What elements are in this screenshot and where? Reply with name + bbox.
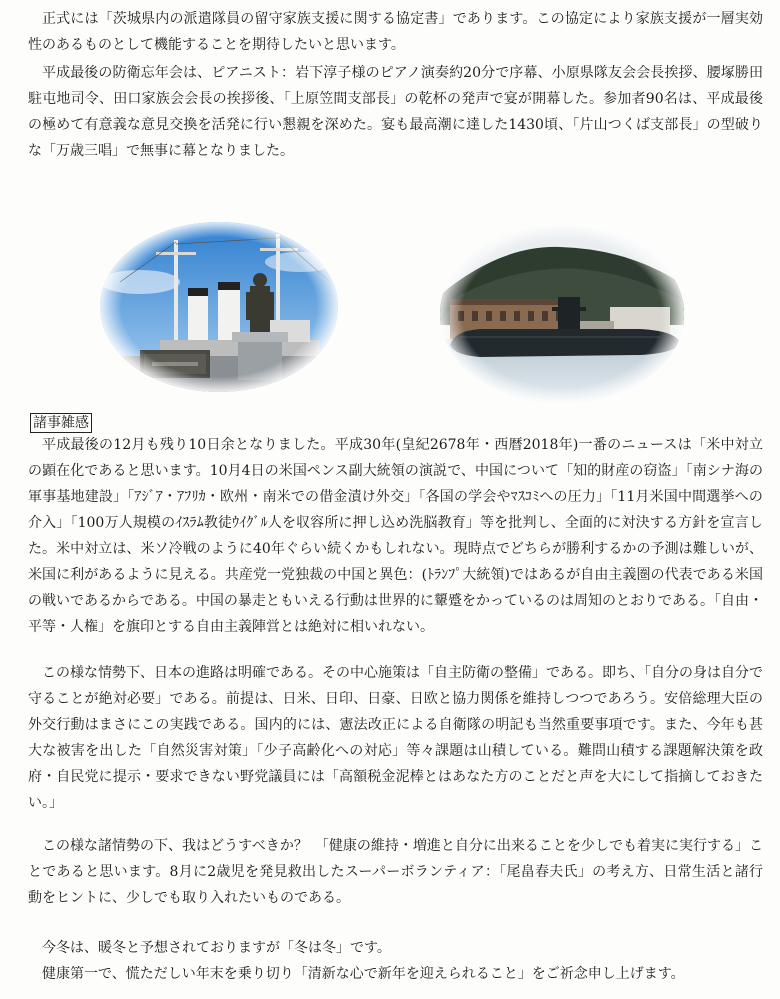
paragraph-us-china: 平成最後の12月も残り10日余となりました。平成30年(皇紀2678年・西暦2018年)一番のニュースは「米中対立の顕在化であると思います。10月4日の米国ペンス副大統領の演説で、中国について「知的財産の窃盗」「南シナ海の軍事基地建設」「ｱｼﾞｱ・ｱﾌﾘｶ・欧州・南米での借金漬け外交」「各国の学会やﾏｽｺﾐへの圧力」「11月米国中間選挙への介入」「100万人規模のｲｽﾗﾑ教徒ｳｲｸﾞﾙ人を収容所に押し込め洗脳教育」等を批判し、全面的に対決する方針を宣言した。米中対立は、米ソ冷戦のように40年ぐらい続くかもしれない。現時点でどちらが勝利するかの予測は難しいが、米国に利があるように見える。共産党一党独裁の中国と異色：(ﾄﾗﾝﾌﾟ大統領)ではあるが自由主義圏の代表である米国の戦いであるからである。中国の暴走ともいえる行動は世界的に顰蹙をかっているのは周知のとおりである。「自由・平等・人権」を旗印とする自由主義陣営とは絶対に相いれない。: [28, 437, 763, 635]
paragraph-what-to-do: この様な諸情勢の下、我はどうすべきか？ 「健康の維持・増進と自分に出来ることを少しでも着実に実行する」ことであると思います。8月に2歳児を発見救出したスーパーボランティア：「尾畠春夫氏」の考え方、日常生活と諸行動をヒントに、少しでも取り入れたいものである。: [28, 838, 763, 906]
paragraph-closing: [28, 935, 763, 987]
photo-statue-battleship: [100, 222, 338, 392]
closing-line-1: 今冬は、暖冬と予想されておりますが「冬は冬」です。: [42, 940, 391, 956]
paragraph-year-end-party: 平成最後の防衛忘年会は、ピアニスト：岩下淳子様のピアノ演奏約20分で序幕、小原県隊友会会長挨拶、腰塚勝田駐屯地司令、田口家族会会長の挨拶後、「上原笠間支部長」の乾杯の発声で宴が開幕した。参加者90名は、平成最後の極めて有意義な意見交換を活発に行い懇親を深めた。宴も最高潮に達した1430頃、「片山つくば支部長」の型破りな「万歳三唱」で無事に幕となりました。: [28, 65, 763, 159]
photo-submarine-harbor: [440, 225, 684, 403]
paragraph-japan-course: この様な情勢下、日本の進路は明確である。その中心施策は「自主防衛の整備」である。即ち、「自分の身は自分で守ることが絶対必要」である。前提は、日米、日印、日豪、日欧と協力関係を維持しつつであろう。安倍総理大臣の外交行動はまさにこの実践である。国内的には、憲法改正による自衛隊の明記も当然重要事項です。また、今年も甚大な被害を出した「自然災害対策」「少子高齢化への対応」等々課題は山積している。難問山積する課題解決策を政府・自民党に提示・要求できない野党議員には「高額税金泥棒とはあなた方のことだと声を大にして指摘しておきたい。」: [28, 665, 763, 811]
section-heading: 諸事雑感: [30, 413, 92, 433]
paragraph-agreement: 正式には「茨城県内の派遣隊員の留守家族支援に関する協定書」であります。この協定により家族支援が一層実効性のあるものとして機能することを期待したいと思います。: [28, 11, 763, 53]
closing-line-2: 健康第一で、慌ただしい年末を乗り切り「清新な心で新年を迎えられること」をご祈念申し上げます。: [42, 966, 685, 982]
